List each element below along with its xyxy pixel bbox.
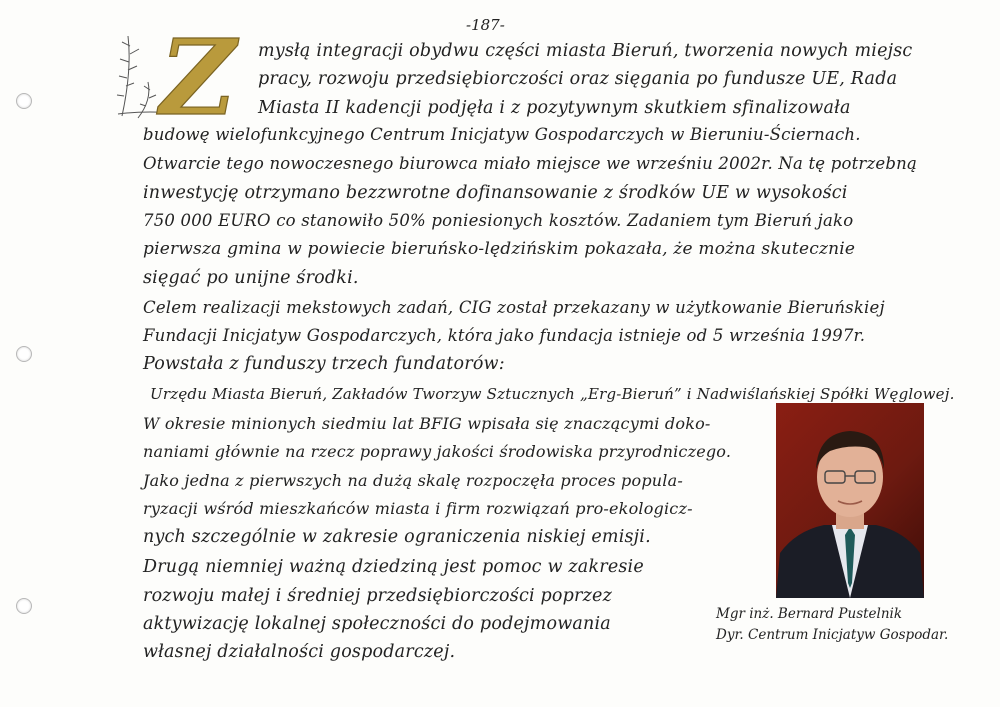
text-line: mysłą integracji obydwu części miasta Bieruń, tworzenia nowych miejsc	[258, 41, 913, 61]
text-line: Drugą niemniej ważną dziedziną jest pomoc w zakresie	[143, 557, 644, 577]
portrait-photo	[776, 403, 924, 598]
text-line: Jako jedna z pierwszych na dużą skalę rozpoczęła proces popula-	[143, 471, 683, 490]
text-line: budowę wielofunkcyjnego Centrum Inicjatyw Gospodarczych w Bieruniu-Ściernach.	[143, 125, 861, 144]
drop-cap-ornament	[108, 30, 268, 126]
text-line: Otwarcie tego nowoczesnego biurowca miało miejsce we wrześniu 2002r. Na tę potrzebną	[143, 154, 917, 173]
text-line: ryzacji wśród mieszkańców miasta i firm rozwiązań pro-ekologicz-	[143, 499, 693, 518]
photo-caption-title: Dyr. Centrum Inicjatyw Gospodar.	[716, 627, 949, 643]
punch-hole	[16, 598, 32, 614]
punch-hole	[16, 93, 32, 109]
text-line: rozwoju małej i średniej przedsiębiorczości poprzez	[143, 586, 613, 606]
text-line: pierwsza gmina w powiecie bieruńsko-lędzińskim pokazała, że można skutecznie	[143, 239, 856, 259]
drop-cap-letter: Z	[160, 30, 236, 126]
text-line: Celem realizacji mekstowych zadań, CIG został przekazany w użytkowanie Bieruńskiej	[143, 298, 885, 317]
text-line: sięgać po unijne środki.	[143, 268, 359, 288]
punch-hole	[16, 346, 32, 362]
text-line: Fundacji Inicjatyw Gospodarczych, która jako fundacja istnieje od 5 września 1997r.	[143, 326, 866, 345]
text-line: nych szczególnie w zakresie ograniczenia niskiej emisji.	[143, 527, 651, 547]
text-line: Miasta II kadencji podjęła i z pozytywnym skutkiem sfinalizowała	[258, 98, 851, 118]
photo-caption-name: Mgr inż. Bernard Pustelnik	[716, 606, 903, 622]
text-line: naniami głównie na rzecz poprawy jakości środowiska przyrodniczego.	[143, 442, 732, 461]
page-number: -187-	[466, 16, 505, 34]
text-line: własnej działalności gospodarczej.	[143, 642, 456, 662]
text-line: W okresie minionych siedmiu lat BFIG wpisała się znaczącymi doko-	[143, 414, 711, 433]
text-line: aktywizację lokalnej społeczności do podejmowania	[143, 614, 611, 634]
text-line: pracy, rozwoju przedsiębiorczości oraz sięgania po fundusze UE, Rada	[258, 69, 898, 89]
text-line: 750 000 EURO co stanowiło 50% poniesionych kosztów. Zadaniem tym Bieruń jako	[143, 211, 854, 230]
text-line: Powstała z funduszy trzech fundatorów:	[143, 354, 505, 374]
text-line: Urzędu Miasta Bieruń, Zakładów Tworzyw Sztucznych „Erg-Bieruń” i Nadwiślańskiej Spółki Węglowej.	[150, 385, 955, 403]
text-line: inwestycję otrzymano bezzwrotne dofinansowanie z środków UE w wysokości	[143, 183, 848, 203]
